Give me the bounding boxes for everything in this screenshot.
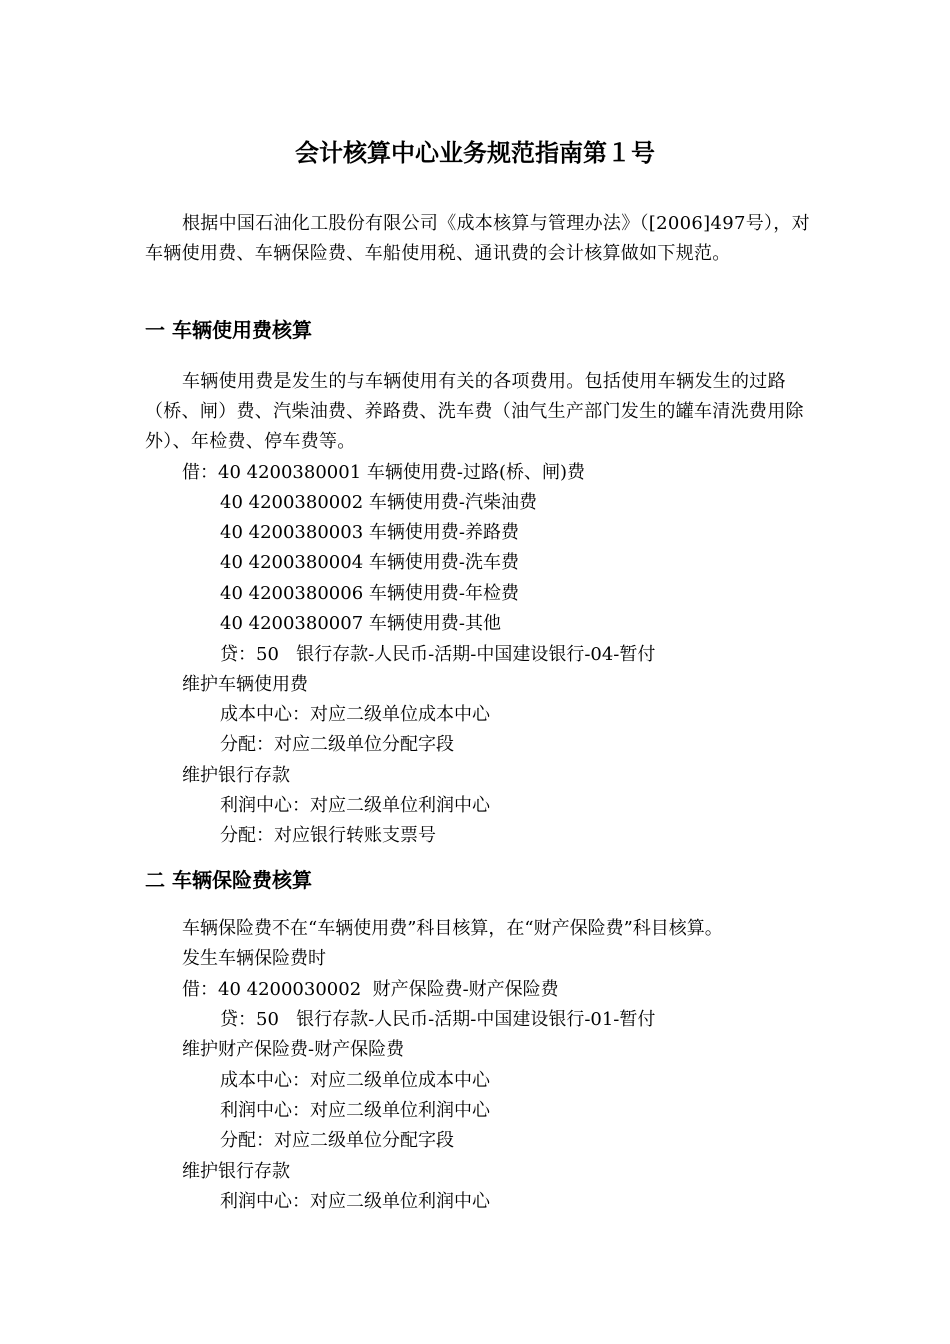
section-2-bank-maintenance-label: 维护银行存款 — [182, 1161, 290, 1182]
section-2-credit-line: 贷：50 银行存款-人民币-活期-中国建设银行-01-暂付 — [220, 1009, 656, 1030]
section-1-maintenance-item: 成本中心：对应二级单位成本中心 — [220, 704, 490, 725]
section-1-bank-maintenance-label: 维护银行存款 — [182, 765, 290, 786]
section-1-debit-line: 借：40 4200380001 车辆使用费-过路(桥、闸)费 — [182, 462, 585, 483]
section-1-maintenance-label: 维护车辆使用费 — [182, 674, 308, 695]
section-1-entry: 40 4200380004 车辆使用费-洗车费 — [220, 552, 519, 573]
section-1-credit-line: 贷：50 银行存款-人民币-活期-中国建设银行-04-暂付 — [220, 644, 656, 665]
section-1-paragraph: 车辆使用费是发生的与车辆使用有关的各项费用。包括使用车辆发生的过路（桥、闸）费、汽柴油费、养路费、洗车费（油气生产部门发生的罐车清洗费用除外）、年检费、停车费等。 — [145, 371, 804, 452]
section-2-paragraph: 车辆保险费不在“车辆使用费”科目核算，在“财产保险费”科目核算。 — [182, 918, 723, 939]
section-1-entry: 40 4200380006 车辆使用费-年检费 — [220, 583, 519, 604]
section-1-bank-maintenance-item: 分配：对应银行转账支票号 — [220, 825, 436, 846]
section-1-maintenance-item: 分配：对应二级单位分配字段 — [220, 734, 454, 755]
section-2-bank-maintenance-item: 利润中心：对应二级单位利润中心 — [220, 1191, 490, 1212]
section-1-heading: 一 车辆使用费核算 — [145, 318, 312, 342]
section-1-bank-maintenance-item: 利润中心：对应二级单位利润中心 — [220, 795, 490, 816]
section-1-entry: 40 4200380007 车辆使用费-其他 — [220, 613, 501, 634]
section-2-maintenance-label: 维护财产保险费-财产保险费 — [182, 1039, 405, 1060]
section-2-debit-line: 借：40 4200030002 财产保险费-财产保险费 — [182, 979, 559, 1000]
section-2-maintenance-item: 成本中心：对应二级单位成本中心 — [220, 1070, 490, 1091]
section-1-entry: 40 4200380003 车辆使用费-养路费 — [220, 522, 519, 543]
section-2-maintenance-item: 利润中心：对应二级单位利润中心 — [220, 1100, 490, 1121]
section-2-subheading: 发生车辆保险费时 — [182, 948, 326, 969]
document-title: 会计核算中心业务规范指南第１号 — [295, 139, 655, 167]
section-2-maintenance-item: 分配：对应二级单位分配字段 — [220, 1130, 454, 1151]
section-1-entry: 40 4200380002 车辆使用费-汽柴油费 — [220, 492, 537, 513]
section-2-heading: 二 车辆保险费核算 — [145, 868, 312, 892]
intro-paragraph: 根据中国石油化工股份有限公司《成本核算与管理办法》（[2006]497号），对车辆使用费、车辆保险费、车船使用税、通讯费的会计核算做如下规范。 — [145, 213, 810, 264]
